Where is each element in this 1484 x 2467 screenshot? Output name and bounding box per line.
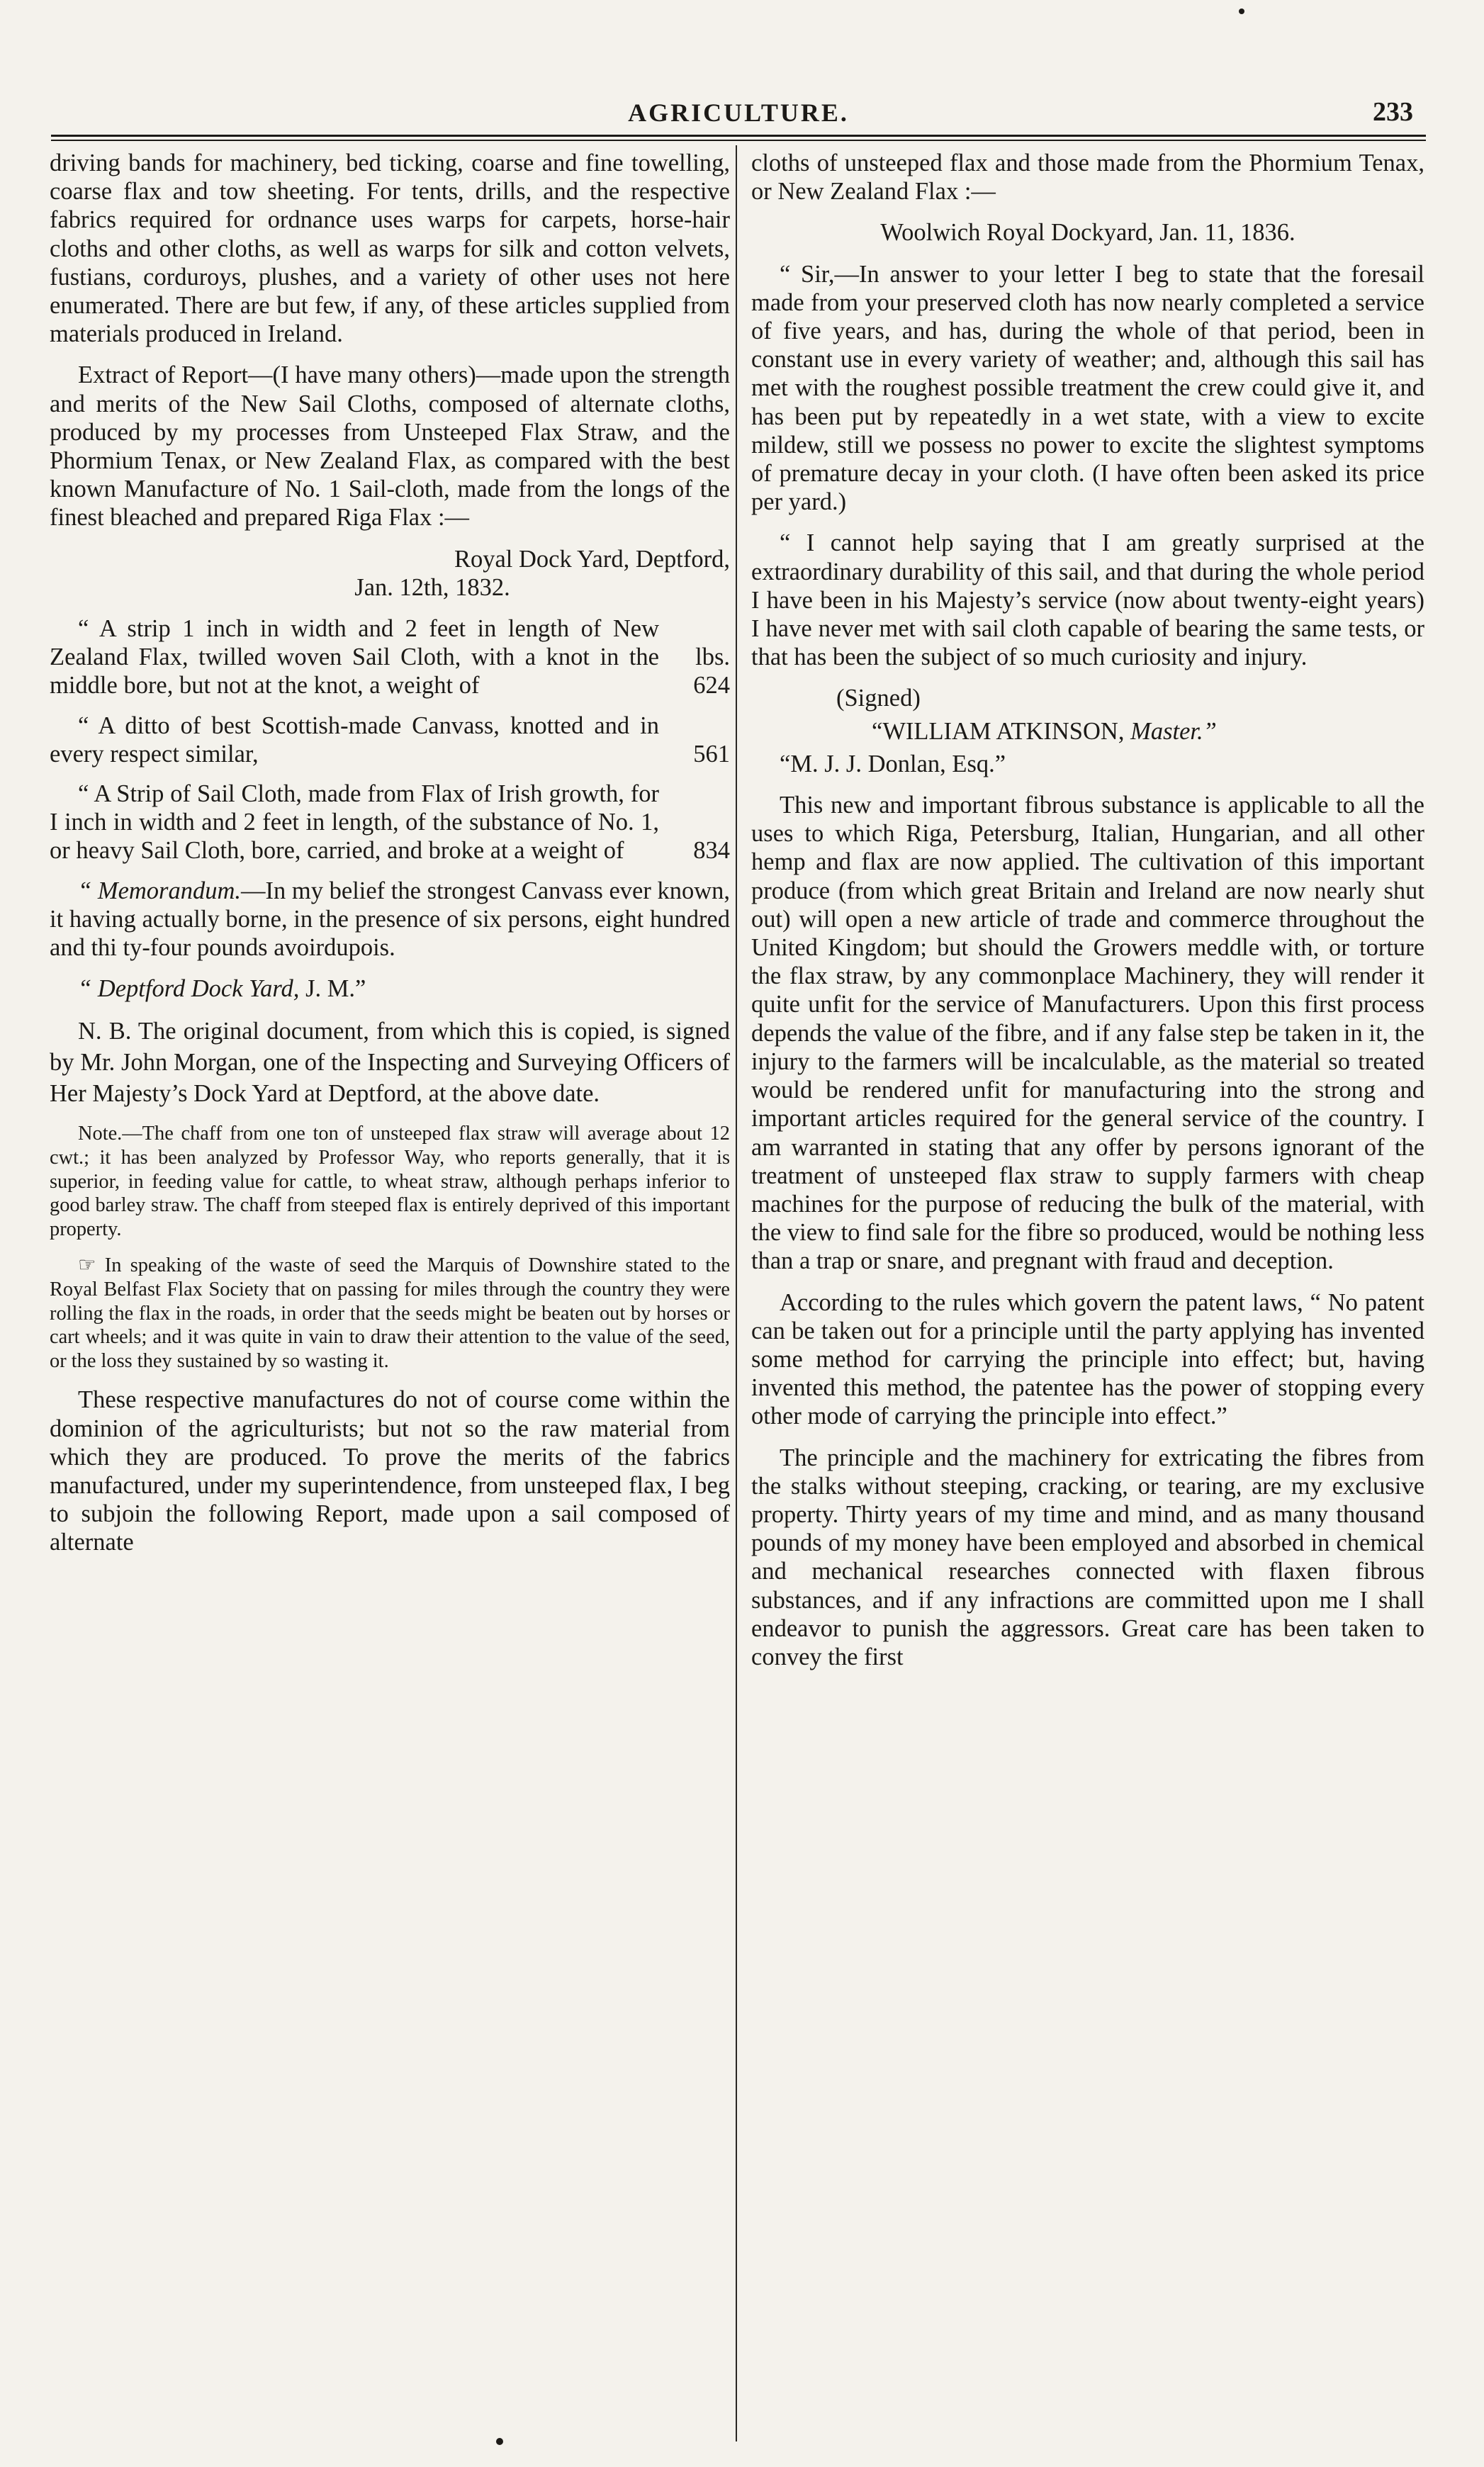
memorandum [50,877,730,962]
test-entry-weight [673,836,730,865]
weight-value: 561 [693,740,730,768]
page-number: 233 [1373,97,1413,127]
test-entry-text: “ A strip 1 inch in width and 2 feet in length of New Zealand Flax, twilled woven Sail Cloth, with a knot in the middle bore, but not at the knot, a weight of [50,615,659,699]
letter-paragraph: “ Sir,—In answer to your letter I beg to state that the foresail made from your preserved cloth has now nearly completed a service of five years, and has, during the whole of that period, been in constant use in every variety of weather; and, although this sail has met with the roughest possible treatment the crew could give it, and has been put by repeatedly in a wet state, with a view to excite mildew, still we possess no power to excite the slightest symptoms of premature decay in your cloth. (I have often been asked its price per yard.) [751,260,1424,516]
paragraph: The principle and the machinery for extricating the fibres from the stalks without steeping, cracking, or tearing, are my exclusive property. Thirty years of my time and mind, and as many thousand pounds of my money have been employed and absorbed in chemical and mechanical researches connected with flaxen fibrous substances, and if any infractions are committed upon me I shall endeavor to punish the aggressors. Great care has been taken to convey the first [751,1444,1424,1670]
header-rule [51,135,1426,137]
page-title: AGRICULTURE. [628,99,849,127]
weight-value: 834 [693,837,730,865]
paragraph: Extract of Report—(I have many others)—made upon the strength and merits of the New Sail Cloths, composed of alternate cloths, produced by my processes from Unsteeped Flax Straw, and the Phormium Tenax, or New Zealand Flax, as compared with the best known Manufacture of No. 1 Sail-cloth, made from the longs of the finest bleached and prepared Riga Flax :— [50,361,730,532]
memorandum-place: “ Deptford Dock Yard, [78,975,300,1003]
nota-bene: N. B. The original document, from which this is copied, is signed by Mr. John Morgan, one of the Inspecting and Surveying Officers of Her Majesty’s Dock Yard at Deptford, at the above date. [50,1018,730,1108]
memorandum-signature [50,974,730,1003]
signer-name: “WILLIAM ATKINSON, [872,717,1125,745]
addressee: “M. J. J. Donlan, Esq.” [780,750,1006,777]
test-entry-weight [673,740,730,768]
header-rule-thin [51,140,1426,141]
weight-unit: lbs. [695,644,730,671]
ink-speck [496,2438,503,2445]
right-column [751,149,1424,1684]
running-header [51,88,1426,130]
test-entry [50,614,730,700]
test-entry [50,780,730,865]
memorandum-initials: J. M.” [299,975,366,1003]
memorandum-label: “ Memorandum. [78,877,242,904]
signature [751,717,1424,746]
paragraph: These respective manufactures do not of course come within the dominion of the agriculturists; but not so the raw material from which they are produced. To prove the merits of the fabrics manufactured, under my superintendence, from unsteeped flax, I beg to subjoin the following Report, made upon a sail composed of alternate [50,1386,730,1556]
letter-paragraph: “ I cannot help saying that I am greatly surprised at the extraordinary durability of this sail, and that during the whole period I have been in his Majesty’s service (now about twenty-eight years) I have never met with sail cloth capable of bearing the same tests, or that has been the subject of so much curiosity and injury. [751,529,1424,671]
ink-speck [1239,9,1244,14]
weight-value: 624 [693,672,730,699]
signer-title: Master.” [1124,717,1217,745]
note: Note.—The chaff from one ton of unsteeped flax straw will average about 12 cwt.; it has been analyzed by Professor Way, who reports generally, that it is superior, in feeding value for cattle, to wheat straw, although perhaps inferior to good barley straw. The chaff from steeped flax is entirely deprived of this important property. [50,1123,730,1240]
column-divider [736,145,737,2441]
paragraph: According to the rules which govern the patent laws, “ No patent can be taken out for a principle until the party applying has invented some method for carrying the principle into effect; but, having invented this method, the patentee has the power of stopping every other mode of carrying the principle into effect.” [751,1288,1424,1430]
signed-label: (Signed) [836,685,921,712]
paragraph: cloths of unsteeped flax and those made from the Phormium Tenax, or New Zealand Flax :— [751,150,1424,206]
left-column [50,149,730,1570]
test-entry-text: “ A Strip of Sail Cloth, made from Flax of Irish growth, for I inch in width and 2 feet in length, of the substance of No. 1, or heavy Sail Cloth, bore, carried, and broke at a weight of [50,780,659,865]
test-entry-weight [673,643,730,699]
paragraph: This new and important fibrous substance is applicable to all the uses to which Riga, Petersburg, Italian, Hungarian, and all other hemp and flax are now applied. The cultivation of this important produce (from which great Britain and Ireland are now nearly shut out) will open a new article of trade and commerce throughout the United Kingdom; but should the Growers meddle with, or torture the flax straw, by any commonplace Machinery, they will render it quite unfit for the service of Manufacturers. Upon this first process depends the value of the fibre, and if any false step be taken in it, the injury to the farmers will be incalculable, as the material so treated would be rendered unfit for manufacturing into the strong and important articles required for the general service of the country. I am warranted in stating that any offer by persons ignorant of the treatment of unsteeped flax straw to supply farmers with cheap machines for the purpose of reducing the bulk of the material, with the view to find sale for the fibre so produced, would be nothing less than a trap or snare, and pregnant with fraud and deception. [751,792,1424,1275]
test-entry-text: “ A ditto of best Scottish-made Canvass, knotted and in every respect similar, [50,712,659,768]
memorandum-text: —In my belief the strongest Canvass ever known, it having actually borne, in the presence of six persons, eight hundred and thi ty-four pounds avoirdupois. [50,877,730,962]
letter-dateline: Woolwich Royal Dockyard, Jan. 11, 1836. [880,219,1295,247]
report-date: Jan. 12th, 1832. [354,573,510,601]
report-place: Royal Dock Yard, Deptford, [454,545,730,573]
test-entry [50,712,730,768]
paragraph: driving bands for machinery, bed ticking, coarse and fine towelling, coarse flax and tow sheeting. For tents, drills, and the respective fabrics required for ordnance uses warps for carpets, horse-hair cloths and other cloths, as well as warps for silk and cotton velvets, fustians, corduroys, plushes, and a variety of other uses not here enumerated. There are but few, if any, of these articles supplied from materials produced in Ireland. [50,150,730,348]
note-seed-waste: ☞ In speaking of the waste of seed the Marquis of Downshire stated to the Royal Belfast Flax Society that on passing for miles through the country they were rolling the flax in the roads, in order that the seeds might be beaten out by horses or cart wheels; and it was quite in vain to draw their attention to the value of the seed, or the loss they sustained by so wasting it. [50,1254,730,1372]
